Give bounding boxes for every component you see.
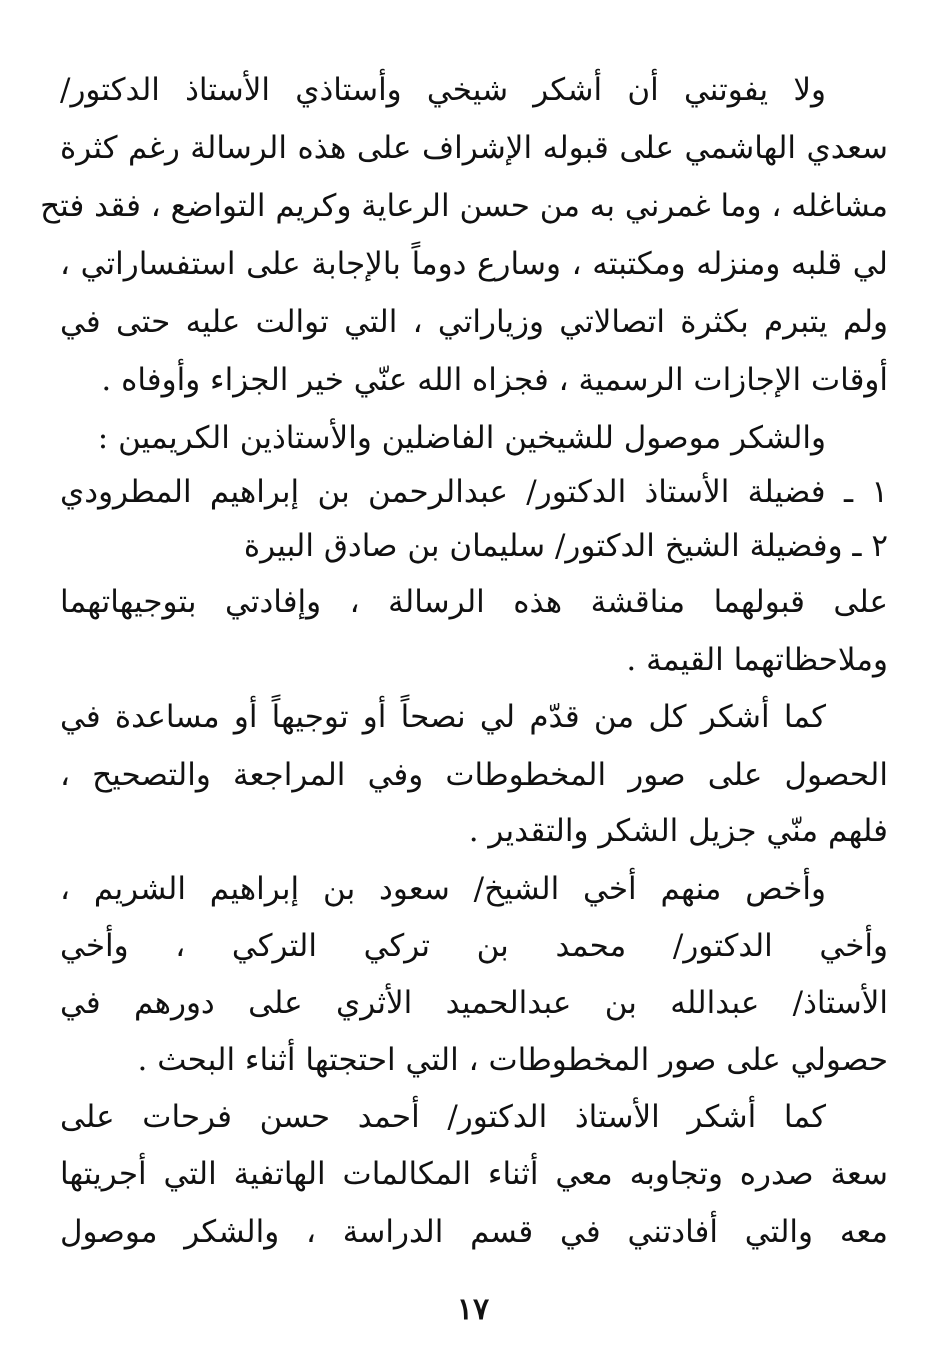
text-line: سعدي الهاشمي على قبوله الإشراف على هذه الرسالة رغم كثرة bbox=[60, 130, 888, 166]
text-line: الأستاذ/ عبدالله بن عبدالحميد الأثري على دورهم في bbox=[60, 985, 888, 1021]
text-line: لي قلبه ومنزله ومكتبته ، وسارع دوماً بالإجابة على استفساراتي ، bbox=[60, 246, 888, 282]
text-line: مشاغله ، وما غمرني به من حسن الرعاية وكريم التواضع ، فقد فتح bbox=[40, 188, 888, 224]
text-line: ولم يتبرم بكثرة اتصالاتي وزياراتي ، التي توالت عليه حتى في bbox=[60, 304, 888, 340]
text-line: على قبولهما مناقشة هذه الرسالة ، وإفادتي بتوجيهاتهما bbox=[60, 584, 888, 620]
text-line: وأخي الدكتور/ محمد بن تركي التركي ، وأخي bbox=[60, 928, 888, 964]
text-line: فلهم منّي جزيل الشكر والتقدير . bbox=[468, 813, 888, 849]
list-item: ٢ ـ وفضيلة الشيخ الدكتور/ سليمان بن صادق البيرة bbox=[243, 528, 888, 564]
text-line: كما أشكر الأستاذ الدكتور/ أحمد حسن فرحات على bbox=[60, 1099, 826, 1135]
text-line: والشكر موصول للشيخين الفاضلين والأستاذين الكريمين : bbox=[97, 420, 826, 456]
list-item: ١ ـ فضيلة الأستاذ الدكتور/ عبدالرحمن بن إبراهيم المطرودي bbox=[60, 474, 888, 510]
text-line: حصولي على صور المخطوطات ، التي احتجتها أثناء البحث . bbox=[137, 1042, 888, 1078]
text-line: كما أشكر كل من قدّم لي نصحاً أو توجيهاً أو مساعدة في bbox=[60, 699, 826, 735]
text-line: الحصول على صور المخطوطات وفي المراجعة والتصحيح ، bbox=[60, 757, 888, 793]
text-line: ولا يفوتني أن أشكر شيخي وأستاذي الأستاذ الدكتور/ bbox=[60, 72, 826, 108]
text-line: وملاحظاتهما القيمة . bbox=[626, 642, 888, 678]
text-line: أوقات الإجازات الرسمية ، فجزاه الله عنّي خير الجزاء وأوفاه . bbox=[101, 362, 888, 398]
text-line: سعة صدره وتجاوبه معي أثناء المكالمات الهاتفية التي أجريتها bbox=[60, 1156, 888, 1192]
page-number: ١٧ bbox=[456, 1292, 490, 1327]
text-line: وأخص منهم أخي الشيخ/ سعود بن إبراهيم الشريم ، bbox=[60, 871, 826, 907]
text-line: معه والتي أفادتني في قسم الدراسة ، والشكر موصول bbox=[60, 1214, 888, 1250]
